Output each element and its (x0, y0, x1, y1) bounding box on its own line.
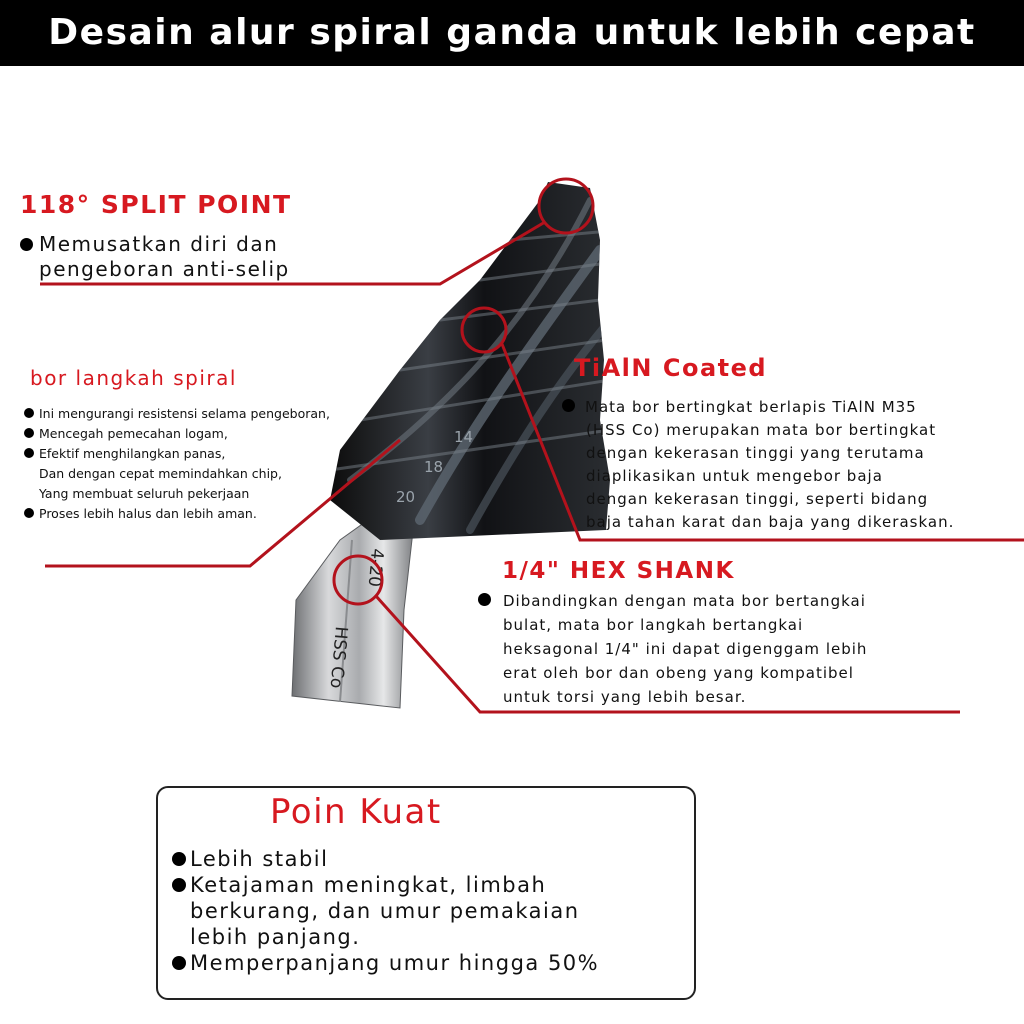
list-item: Dan dengan cepat memindahkan chip, (39, 466, 282, 481)
step-label: 20 (396, 488, 416, 506)
bullet-dot (24, 428, 34, 438)
banner-title: Desain alur spiral ganda untuk lebih cepat (48, 12, 976, 53)
bullet-dot (172, 852, 186, 866)
strong-points-list (172, 846, 599, 976)
shank-size-label: 4-20 (363, 547, 387, 588)
split-point-line: Memusatkan diri dan (39, 232, 279, 256)
bullet-dot (24, 508, 34, 518)
list-item: Memperpanjang umur hingga 50% (190, 951, 600, 975)
list-item: Ini mengurangi resistensi selama pengeboran, (39, 406, 330, 421)
hex-shank-line: untuk torsi yang lebih besar. (503, 688, 747, 706)
spiral-title: bor langkah spiral (30, 366, 237, 390)
hex-shank (292, 520, 414, 708)
coating-line: dengan kekerasan tinggi, seperti bidang (586, 490, 929, 508)
hex-shank-title: 1/4" HEX SHANK (502, 558, 735, 584)
bullet-dot (478, 593, 491, 606)
bullet-dot (24, 448, 34, 458)
coating-line: Mata bor bertingkat berlapis TiAlN M35 (585, 398, 917, 416)
list-item: lebih panjang. (190, 925, 361, 949)
hex-shank-line: Dibandingkan dengan mata bor bertangkai (503, 592, 866, 610)
coating-line: (HSS Co) merupakan mata bor bertingkat (586, 421, 937, 439)
coating-title: TiAlN Coated (574, 354, 768, 382)
bullet-dot (172, 956, 186, 970)
step-label: 14 (454, 428, 474, 446)
hex-shank-desc (478, 589, 867, 709)
split-point-line: pengeboran anti-selip (39, 257, 290, 281)
split-point-title: 118° SPLIT POINT (20, 190, 292, 219)
shank-material-label: HSS Co (325, 625, 351, 690)
bullet-dot (562, 399, 575, 412)
spiral-list (24, 404, 330, 524)
coating-line: diaplikasikan untuk mengebor baja (586, 467, 883, 485)
list-item: Mencegah pemecahan logam, (39, 426, 228, 441)
coating-line: baja tahan karat dan baja yang dikeraskan. (586, 513, 955, 531)
list-item: Yang membuat seluruh pekerjaan (39, 486, 250, 501)
list-item: Ketajaman meningkat, limbah (190, 873, 547, 897)
coating-desc (562, 396, 954, 534)
bullet-dot (24, 408, 34, 418)
bullet-dot (20, 238, 33, 251)
list-item: berkurang, dan umur pemakaian (190, 899, 580, 923)
hex-shank-line: heksagonal 1/4" ini dapat digenggam lebih (503, 640, 868, 658)
list-item: Efektif menghilangkan panas, (39, 446, 226, 461)
list-item: Proses lebih halus dan lebih aman. (39, 506, 257, 521)
coating-line: dengan kekerasan tinggi yang terutama (586, 444, 925, 462)
strong-points-title: Poin Kuat (270, 792, 442, 832)
hex-shank-line: bulat, mata bor langkah bertangkai (503, 616, 804, 634)
bullet-dot (172, 878, 186, 892)
hex-shank-line: erat oleh bor dan obeng yang kompatibel (503, 664, 854, 682)
split-point-desc (20, 232, 290, 282)
step-label: 18 (424, 458, 444, 476)
list-item: Lebih stabil (190, 847, 329, 871)
